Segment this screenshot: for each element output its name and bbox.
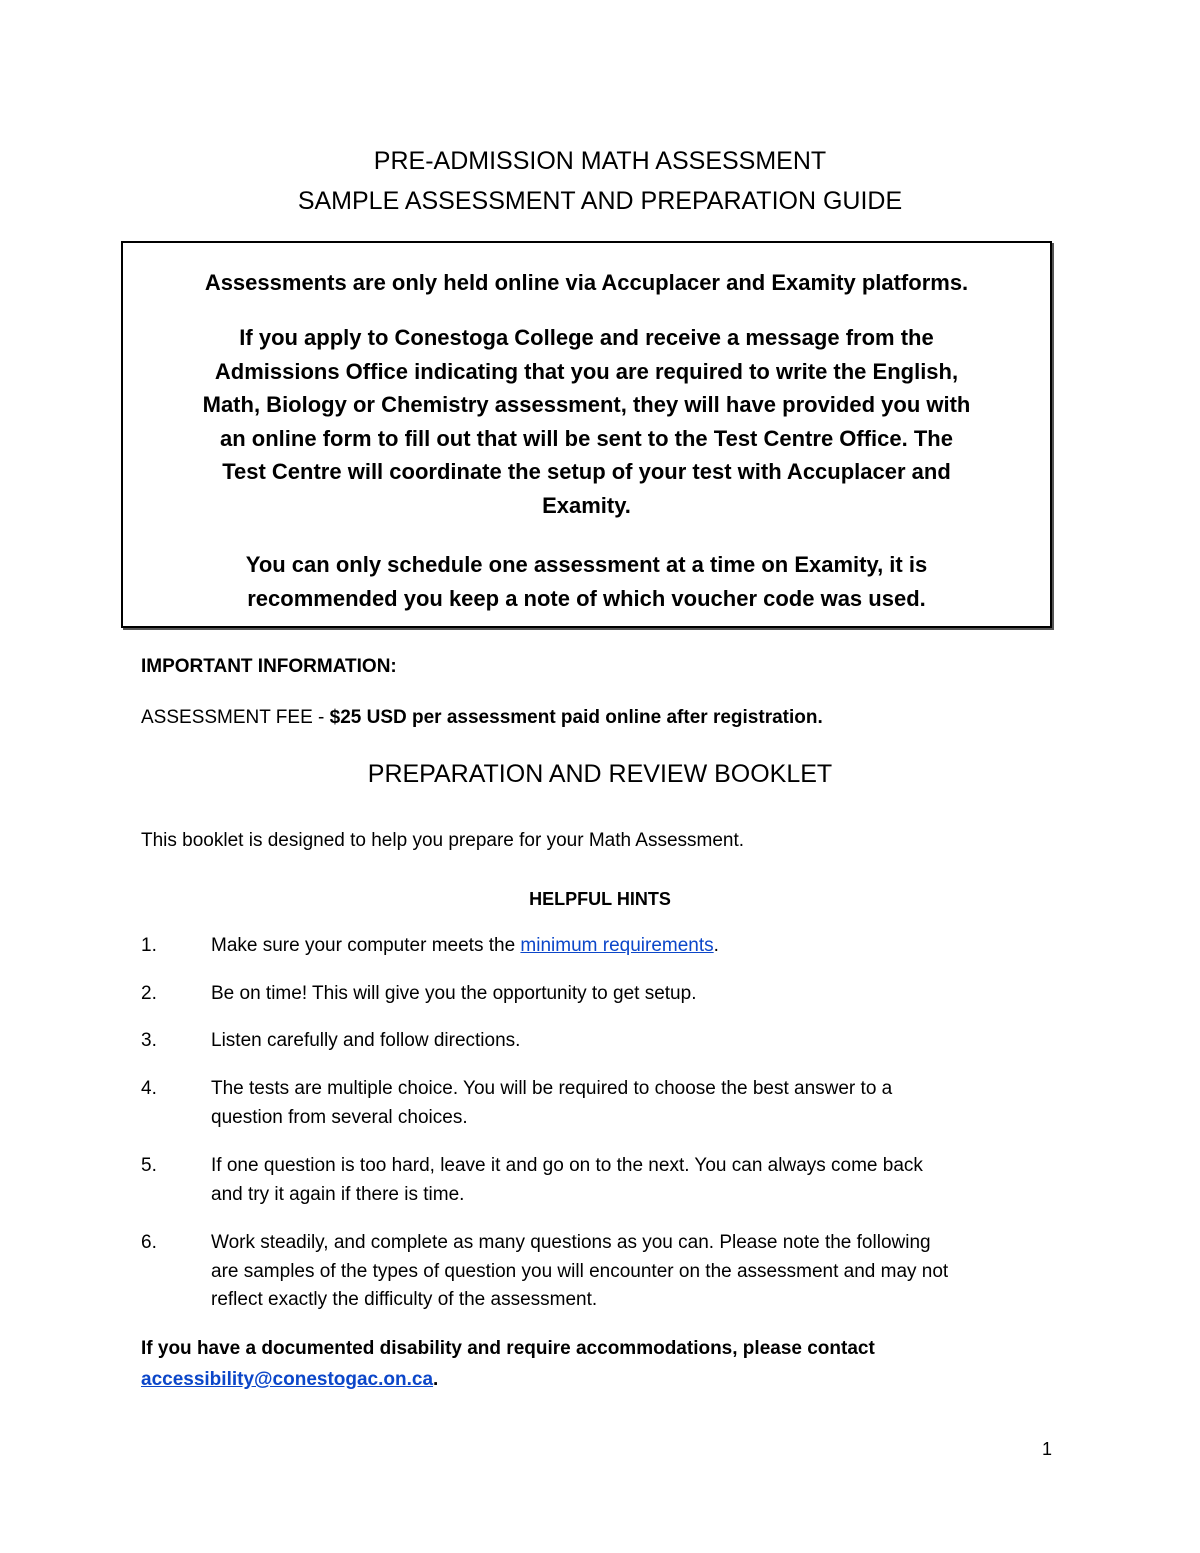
notice-p2-line: Admissions Office indicating that you are required to write the English, bbox=[214, 358, 959, 384]
hint-number: 6. bbox=[141, 1232, 157, 1253]
notice-p3-line: You can only schedule one assessment at a time on Examity, it is bbox=[245, 552, 928, 577]
hint-text bbox=[211, 1152, 1061, 1209]
important-information-label: IMPORTANT INFORMATION: bbox=[141, 656, 397, 677]
hint-text bbox=[211, 932, 1061, 961]
hint-line: reflect exactly the difficulty of the assessment. bbox=[211, 1289, 598, 1310]
notice-p2-line: If you apply to Conestoga College and receive a message from the bbox=[239, 325, 934, 350]
accessibility-email-link[interactable]: accessibility@conestogac.on.ca bbox=[141, 1369, 434, 1390]
accommodations-contact bbox=[141, 1333, 1061, 1395]
notice-paragraph-2 bbox=[123, 321, 1050, 522]
notice-p2-line: Examity. bbox=[542, 492, 631, 518]
notice-p2-line: an online form to fill out that will be sent to the Test Centre Office. The bbox=[220, 425, 953, 451]
document-title-line-2: SAMPLE ASSESSMENT AND PREPARATION GUIDE bbox=[297, 187, 903, 215]
booklet-intro: This booklet is designed to help you prepare for your Math Assessment. bbox=[141, 830, 745, 851]
hint-text bbox=[211, 980, 1061, 1009]
page-number: 1 bbox=[1042, 1439, 1053, 1459]
hint-line: and try it again if there is time. bbox=[211, 1183, 465, 1205]
minimum-requirements-link[interactable]: minimum requirements bbox=[520, 935, 714, 956]
hint-number: 3. bbox=[141, 1030, 157, 1051]
hint-line: Work steadily, and complete as many questions as you can. Please note the following bbox=[211, 1232, 931, 1253]
assessment-fee-line bbox=[141, 704, 823, 732]
contact-text: If you have a documented disability and require accommodations, please contact bbox=[141, 1338, 875, 1359]
fee-label: ASSESSMENT FEE - bbox=[141, 707, 330, 728]
contact-email-line bbox=[141, 1364, 1061, 1395]
notice-paragraph-1: Assessments are only held online via Accuplacer and Examity platforms. bbox=[204, 270, 969, 295]
hint-line: are samples of the types of question you will encounter on the assessment and may not bbox=[211, 1260, 949, 1282]
hint-line: Listen carefully and follow directions. bbox=[211, 1030, 521, 1051]
booklet-heading: PREPARATION AND REVIEW BOOKLET bbox=[367, 760, 833, 788]
hint-line: question from several choices. bbox=[211, 1106, 468, 1128]
hint-text-after: . bbox=[713, 935, 719, 956]
hint-line: If one question is too hard, leave it and go on to the next. You can always come back bbox=[211, 1155, 923, 1176]
hint-line: Be on time! This will give you the opportunity to get setup. bbox=[211, 983, 697, 1004]
notice-paragraph-3 bbox=[123, 548, 1050, 615]
hint-number: 1. bbox=[141, 935, 157, 956]
hint-text bbox=[211, 1229, 1061, 1315]
hint-text bbox=[211, 1075, 1061, 1132]
fee-text: $25 USD per assessment paid online after registration. bbox=[329, 707, 823, 728]
notice-p2-line: Math, Biology or Chemistry assessment, they will have provided you with bbox=[202, 392, 971, 417]
notice-p2-line: Test Centre will coordinate the setup of your test with Accuplacer and bbox=[222, 459, 951, 484]
hint-number: 2. bbox=[141, 983, 157, 1004]
document-title-line-1: PRE-ADMISSION MATH ASSESSMENT bbox=[373, 147, 827, 175]
hint-text-before: Make sure your computer meets the bbox=[211, 935, 521, 956]
notice-p3-line: recommended you keep a note of which voucher code was used. bbox=[247, 585, 926, 611]
helpful-hints-heading: HELPFUL HINTS bbox=[529, 889, 671, 909]
hint-number: 4. bbox=[141, 1078, 157, 1099]
contact-after: . bbox=[433, 1369, 439, 1390]
notice-box bbox=[121, 241, 1052, 628]
hint-line: The tests are multiple choice. You will be required to choose the best answer to a bbox=[211, 1078, 893, 1099]
hint-number: 5. bbox=[141, 1155, 157, 1176]
hint-text bbox=[211, 1027, 1061, 1056]
